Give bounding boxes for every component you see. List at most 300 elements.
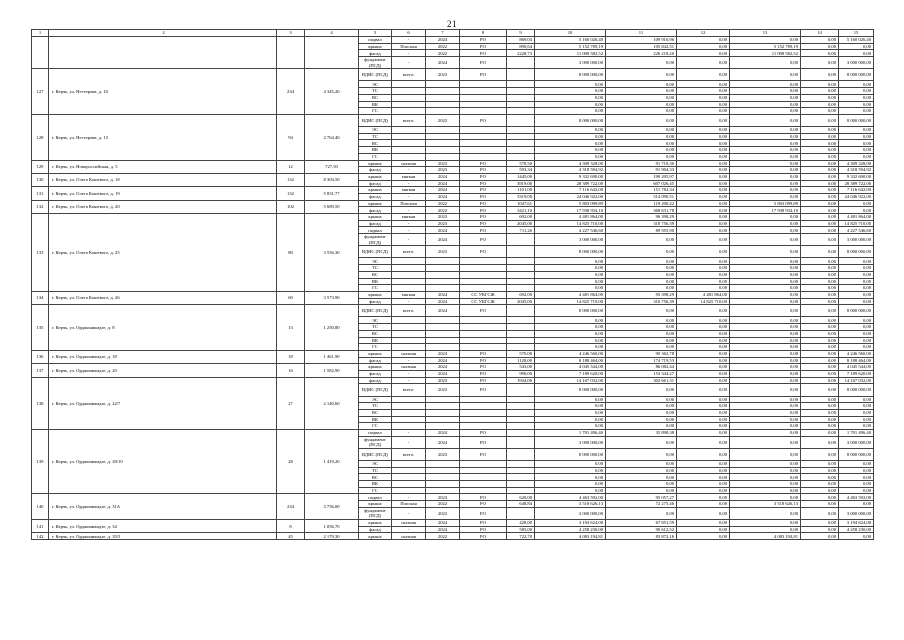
apartments-cell: 94: [277, 114, 305, 160]
value-cell: ТС: [359, 403, 392, 410]
value-cell: [392, 153, 426, 160]
value-cell: подвал: [359, 37, 392, 44]
value-cell: РО: [460, 43, 507, 50]
value-cell: [392, 265, 426, 272]
value-cell: 2024: [426, 520, 460, 527]
value-cell: [426, 409, 460, 416]
value-cell: 0,00: [677, 461, 730, 468]
value-cell: 890,64: [507, 43, 535, 50]
value-cell: 2023: [426, 494, 460, 501]
value-cell: 0,00: [606, 69, 677, 81]
value-cell: 2024: [426, 180, 460, 187]
value-cell: 3 000 000,00: [535, 436, 606, 448]
value-cell: 570,00: [507, 350, 535, 357]
value-cell: 0,00: [535, 278, 606, 285]
value-cell: 0,00: [535, 88, 606, 95]
value-cell: 3 000 000,00: [839, 507, 874, 519]
capital-repair-table: [31, 29, 874, 540]
value-cell: 5 152 789,19: [730, 43, 801, 50]
value-cell: 8 000 000,00: [839, 384, 874, 396]
value-cell: 0,00: [839, 330, 874, 337]
value-cell: [460, 88, 507, 95]
value-cell: 90 362,78: [606, 350, 677, 357]
value-cell: [392, 403, 426, 410]
value-cell: 0,00: [606, 81, 677, 88]
value-cell: фундамент (ПСД): [359, 57, 392, 69]
value-cell: 0,00: [535, 487, 606, 494]
value-cell: -: [392, 50, 426, 57]
value-cell: [392, 344, 426, 351]
value-cell: 0,00: [606, 94, 677, 101]
value-cell: [426, 153, 460, 160]
apartments-cell: 234: [277, 494, 305, 520]
column-number: 14: [801, 30, 839, 37]
value-cell: 0,00: [730, 94, 801, 101]
value-cell: 0,00: [677, 494, 730, 501]
value-cell: [392, 94, 426, 101]
value-cell: 0,00: [730, 140, 801, 147]
value-cell: 0,00: [801, 487, 839, 494]
value-cell: 0,00: [535, 285, 606, 292]
value-cell: 0,00: [801, 337, 839, 344]
value-cell: 0,00: [839, 403, 874, 410]
value-cell: 0,00: [677, 370, 730, 377]
value-cell: 11 008 582,52: [730, 50, 801, 57]
value-cell: ВК: [359, 416, 392, 423]
value-cell: 1 701 496,40: [839, 429, 874, 436]
value-cell: [426, 147, 460, 154]
value-cell: [460, 467, 507, 474]
value-cell: [460, 271, 507, 278]
value-cell: 2023: [426, 160, 460, 167]
value-cell: 4 309 328,00: [535, 160, 606, 167]
value-cell: 0,00: [730, 370, 801, 377]
value-cell: 0,00: [730, 337, 801, 344]
value-cell: 0,00: [535, 133, 606, 140]
value-cell: 0,00: [801, 494, 839, 501]
value-cell: -: [392, 507, 426, 519]
value-cell: 0,00: [730, 271, 801, 278]
value-cell: [507, 127, 535, 134]
value-cell: ГС: [359, 344, 392, 351]
value-cell: РО: [460, 384, 507, 396]
value-cell: 7 189 620,00: [839, 370, 874, 377]
value-cell: 0,00: [839, 81, 874, 88]
value-cell: 0,00: [535, 265, 606, 272]
value-cell: 0,00: [677, 69, 730, 81]
value-cell: 0,00: [677, 278, 730, 285]
value-cell: 2024: [426, 193, 460, 200]
value-cell: 4 045 544,00: [535, 364, 606, 371]
value-cell: скатная: [392, 364, 426, 371]
value-cell: РО: [460, 436, 507, 448]
value-cell: 0,00: [801, 180, 839, 187]
value-cell: 0,00: [730, 429, 801, 436]
column-number: 12: [677, 30, 730, 37]
value-cell: 0,00: [801, 298, 839, 305]
value-cell: 153 344,27: [606, 370, 677, 377]
value-cell: 0,00: [839, 461, 874, 468]
value-cell: 24 046 922,00: [839, 193, 874, 200]
value-cell: 2022: [426, 533, 460, 540]
value-cell: [507, 409, 535, 416]
value-cell: 2024: [426, 37, 460, 44]
value-cell: -: [392, 167, 426, 174]
value-cell: РО: [460, 370, 507, 377]
value-cell: [392, 317, 426, 324]
value-cell: 0,00: [677, 520, 730, 527]
value-cell: 5 160 026,40: [839, 37, 874, 44]
value-cell: [507, 507, 535, 519]
column-number: 8: [460, 30, 507, 37]
value-cell: РО: [460, 494, 507, 501]
value-cell: 0,00: [535, 140, 606, 147]
value-cell: 0,00: [801, 533, 839, 540]
value-cell: 72 275,46: [606, 501, 677, 508]
value-cell: 0,00: [535, 337, 606, 344]
value-cell: 0,00: [606, 409, 677, 416]
value-cell: 0,00: [677, 153, 730, 160]
value-cell: 4 463 592,00: [535, 494, 606, 501]
value-cell: 0,00: [677, 317, 730, 324]
value-cell: ЭС: [359, 258, 392, 265]
value-cell: 8 000 000,00: [839, 448, 874, 460]
value-cell: 2024: [426, 364, 460, 371]
value-cell: 9 332 690,00: [839, 173, 874, 180]
value-cell: 0,00: [801, 317, 839, 324]
value-cell: 0,00: [730, 258, 801, 265]
value-cell: [460, 265, 507, 272]
value-cell: РО: [460, 173, 507, 180]
value-cell: 0,00: [677, 220, 730, 227]
value-cell: 0,00: [801, 507, 839, 519]
apartments-cell: 60: [277, 291, 305, 304]
area-cell: 727,50: [305, 160, 359, 173]
value-cell: 0,00: [730, 409, 801, 416]
value-cell: 0,00: [730, 344, 801, 351]
value-cell: РО: [460, 364, 507, 371]
address-cell: г. Керчь, ул. Олега Кошевого, д. 25: [49, 214, 277, 292]
value-cell: 0,00: [730, 436, 801, 448]
row-number-cell: 136: [32, 350, 49, 363]
area-cell: 1 056,70: [305, 520, 359, 533]
value-cell: крыша: [359, 501, 392, 508]
value-cell: 0,00: [801, 357, 839, 364]
value-cell: [507, 271, 535, 278]
column-number: 10: [535, 30, 606, 37]
value-cell: РО: [460, 167, 507, 174]
value-cell: 4 481 864,00: [677, 291, 730, 298]
value-cell: [426, 271, 460, 278]
value-cell: [392, 133, 426, 140]
value-cell: 0,00: [730, 416, 801, 423]
value-cell: РО: [460, 520, 507, 527]
value-cell: 0,00: [535, 409, 606, 416]
value-cell: 0,00: [535, 108, 606, 115]
value-cell: 0,00: [606, 271, 677, 278]
value-cell: [460, 81, 507, 88]
value-cell: 0,00: [730, 88, 801, 95]
value-cell: [460, 461, 507, 468]
value-cell: 0,00: [801, 278, 839, 285]
value-cell: 0,00: [801, 423, 839, 430]
value-cell: фасад: [359, 298, 392, 305]
address-cell: г. Керчь, ул. Орджоникидзе, д. 34: [49, 520, 277, 533]
address-cell: г. Керчь, ул. Олега Кошевого, д. 20: [49, 200, 277, 213]
value-cell: ВК: [359, 337, 392, 344]
value-cell: [460, 147, 507, 154]
value-cell: [426, 317, 460, 324]
value-cell: 2023: [426, 507, 460, 519]
value-cell: 0,00: [730, 448, 801, 460]
address-cell: г. Керчь, ул. Орджоникидзе, д. 22/7: [49, 377, 277, 429]
value-cell: ЭС: [359, 81, 392, 88]
value-cell: 0,00: [801, 384, 839, 396]
value-cell: 0,00: [801, 37, 839, 44]
area-cell: 5 831,77: [305, 187, 359, 200]
value-cell: 0,00: [801, 467, 839, 474]
value-cell: 0,00: [730, 180, 801, 187]
value-cell: [426, 481, 460, 488]
value-cell: 692,00: [507, 291, 535, 298]
value-cell: 0,00: [730, 520, 801, 527]
value-cell: 3919,00: [507, 180, 535, 187]
value-cell: 0,00: [535, 403, 606, 410]
value-cell: [426, 337, 460, 344]
table-row: [32, 377, 874, 384]
value-cell: 0,00: [801, 81, 839, 88]
value-cell: [507, 57, 535, 69]
value-cell: [507, 133, 535, 140]
table-row: [32, 200, 874, 207]
value-cell: [426, 258, 460, 265]
value-cell: 0,00: [730, 481, 801, 488]
value-cell: [460, 108, 507, 115]
value-cell: крыша: [359, 520, 392, 527]
value-cell: 0,00: [606, 278, 677, 285]
value-cell: 0,00: [730, 357, 801, 364]
value-cell: 3 000 000,00: [535, 507, 606, 519]
value-cell: 0,00: [730, 187, 801, 194]
value-cell: -: [392, 57, 426, 69]
value-cell: скатная: [392, 350, 426, 357]
value-cell: 0,00: [839, 278, 874, 285]
value-cell: [460, 324, 507, 331]
table-row: [32, 520, 874, 527]
value-cell: 0,00: [677, 265, 730, 272]
value-cell: [392, 285, 426, 292]
value-cell: 3 518 626,13: [730, 501, 801, 508]
address-cell: г. Керчь, ул. Орджоникидзе, д. 35/5: [49, 533, 277, 540]
value-cell: фасад: [359, 50, 392, 57]
value-cell: 0,00: [535, 481, 606, 488]
value-cell: [392, 81, 426, 88]
value-cell: 302 661,31: [606, 377, 677, 384]
value-cell: [460, 423, 507, 430]
value-cell: 1934,00: [507, 377, 535, 384]
row-number-cell: 130: [32, 173, 49, 186]
value-cell: 0,00: [677, 57, 730, 69]
value-cell: 0,00: [677, 416, 730, 423]
value-cell: 0,00: [677, 364, 730, 371]
value-cell: [392, 467, 426, 474]
row-number-cell: 129: [32, 160, 49, 173]
value-cell: 0,00: [801, 160, 839, 167]
area-cell: 1 582,90: [305, 364, 359, 377]
value-cell: 4 481 864,00: [535, 291, 606, 298]
value-cell: 0,00: [801, 481, 839, 488]
value-cell: 4 463 592,00: [839, 494, 874, 501]
value-cell: [507, 416, 535, 423]
value-cell: [426, 278, 460, 285]
value-cell: [507, 147, 535, 154]
value-cell: [392, 108, 426, 115]
column-number-row: [32, 30, 874, 37]
value-cell: 109 910,96: [606, 37, 677, 44]
value-cell: РО: [460, 305, 507, 317]
value-cell: ВК: [359, 481, 392, 488]
value-cell: 0,00: [606, 403, 677, 410]
value-cell: 0,00: [801, 114, 839, 126]
value-cell: 0,00: [730, 324, 801, 331]
value-cell: 0,00: [606, 423, 677, 430]
value-cell: 83 872,16: [606, 533, 677, 540]
value-cell: РО: [460, 526, 507, 533]
value-cell: ТС: [359, 265, 392, 272]
value-cell: 0,00: [606, 285, 677, 292]
value-cell: 2024: [426, 357, 460, 364]
value-cell: [392, 330, 426, 337]
table-row: [32, 114, 874, 126]
value-cell: 2024: [426, 526, 460, 533]
value-cell: 869,04: [507, 37, 535, 44]
value-cell: 0,00: [801, 344, 839, 351]
value-cell: ЭС: [359, 396, 392, 403]
column-number: 4: [305, 30, 359, 37]
value-cell: [426, 81, 460, 88]
value-cell: 0,00: [839, 271, 874, 278]
value-cell: 0,00: [730, 377, 801, 384]
value-cell: 2024: [426, 436, 460, 448]
value-cell: крыша: [359, 350, 392, 357]
value-cell: крыша: [359, 533, 392, 540]
value-cell: 14 167 032,00: [535, 377, 606, 384]
value-cell: 0,00: [801, 167, 839, 174]
value-cell: [507, 114, 535, 126]
value-cell: фундамент (ПСД): [359, 436, 392, 448]
value-cell: 8 000 000,00: [839, 246, 874, 258]
value-cell: 2022: [426, 43, 460, 50]
value-cell: 14 825 710,00: [535, 298, 606, 305]
value-cell: ГС: [359, 487, 392, 494]
value-cell: 0,00: [730, 317, 801, 324]
value-cell: 199 205,97: [606, 173, 677, 180]
area-cell: 5 689,50: [305, 200, 359, 213]
value-cell: 711,26: [507, 227, 535, 234]
address-cell: г. Керчь, ул. Новороссийская, д. 5: [49, 160, 277, 173]
value-cell: 8 000 000,00: [839, 69, 874, 81]
value-cell: 722,70: [507, 533, 535, 540]
value-cell: [507, 448, 535, 460]
value-cell: 0,00: [677, 173, 730, 180]
value-cell: 0,00: [839, 127, 874, 134]
value-cell: 2045,00: [507, 220, 535, 227]
column-number: 15: [839, 30, 874, 37]
value-cell: 0,00: [801, 330, 839, 337]
value-cell: РО: [460, 57, 507, 69]
value-cell: 0,00: [839, 200, 874, 207]
address-cell: г. Керчь, ул. Орджоникидзе, д. 18: [49, 350, 277, 363]
value-cell: [507, 467, 535, 474]
row-number-cell: 131: [32, 187, 49, 200]
value-cell: [507, 403, 535, 410]
value-cell: 0,00: [730, 101, 801, 108]
value-cell: [507, 101, 535, 108]
value-cell: 7 116 642,00: [535, 187, 606, 194]
value-cell: 0,00: [606, 114, 677, 126]
value-cell: 0,00: [606, 474, 677, 481]
value-cell: [507, 81, 535, 88]
row-number-cell: 140: [32, 494, 49, 520]
value-cell: 0,00: [839, 416, 874, 423]
value-cell: 1445,00: [507, 173, 535, 180]
apartments-cell: 8: [277, 520, 305, 533]
value-cell: [426, 133, 460, 140]
value-cell: 0,00: [677, 396, 730, 403]
value-cell: 0,00: [535, 461, 606, 468]
value-cell: 0,00: [535, 416, 606, 423]
value-cell: 0,00: [801, 173, 839, 180]
table-row: [32, 37, 874, 44]
value-cell: [426, 487, 460, 494]
value-cell: 2022: [426, 501, 460, 508]
value-cell: 0,00: [677, 357, 730, 364]
value-cell: 0,00: [677, 337, 730, 344]
table-row: [32, 429, 874, 436]
value-cell: 0,00: [801, 133, 839, 140]
value-cell: [426, 140, 460, 147]
area-cell: 3 756,00: [305, 494, 359, 520]
value-cell: 0,00: [839, 101, 874, 108]
value-cell: ГС: [359, 423, 392, 430]
value-cell: ТС: [359, 133, 392, 140]
value-cell: РО: [460, 160, 507, 167]
value-cell: 0,00: [730, 173, 801, 180]
value-cell: мягкая: [392, 291, 426, 298]
value-cell: 0,00: [839, 133, 874, 140]
value-cell: 0,00: [801, 220, 839, 227]
value-cell: 11 008 582,52: [535, 50, 606, 57]
value-cell: 3 000 000,00: [839, 57, 874, 69]
value-cell: 990,00: [507, 370, 535, 377]
value-cell: 0,00: [606, 108, 677, 115]
value-cell: 0,00: [677, 108, 730, 115]
value-cell: 0,00: [801, 153, 839, 160]
value-cell: [392, 474, 426, 481]
value-cell: 0,00: [535, 324, 606, 331]
value-cell: 2024: [426, 291, 460, 298]
address-cell: г. Керчь, ул. Орджоникидзе, д. 20: [49, 364, 277, 377]
value-cell: скатная: [392, 160, 426, 167]
value-cell: 91 904,33: [606, 167, 677, 174]
value-cell: 0,00: [801, 50, 839, 57]
value-cell: 0,00: [677, 330, 730, 337]
apartments-cell: 132: [277, 187, 305, 200]
value-cell: всего:: [392, 246, 426, 258]
value-cell: СС УКГСЖ: [460, 291, 507, 298]
value-cell: ТС: [359, 467, 392, 474]
value-cell: 2024: [426, 429, 460, 436]
